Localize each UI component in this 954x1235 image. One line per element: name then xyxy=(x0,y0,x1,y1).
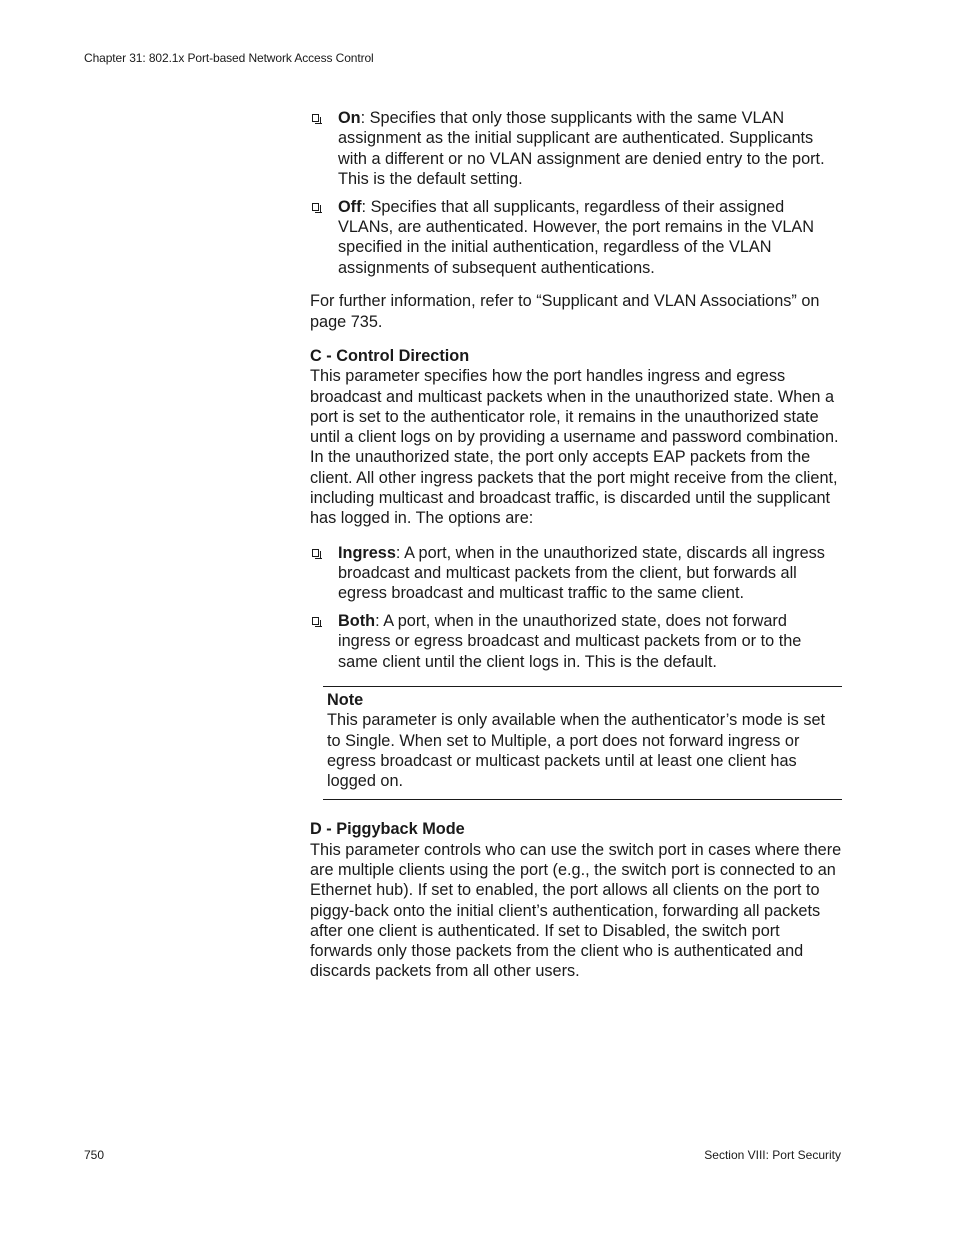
running-head: Chapter 31: 802.1x Port-based Network Access Control xyxy=(84,51,374,65)
checkbox-bullet-icon xyxy=(312,114,319,122)
page-number: 750 xyxy=(84,1148,105,1162)
option-term: Off xyxy=(338,197,362,216)
option-description: : Specifies that all supplicants, regardless of their assigned VLANs, are authenticated. However, the port remains in the VLAN specified in the initial authentication, regardless of the VLAN assignments of subsequent authentications. xyxy=(338,197,815,277)
note-title: Note xyxy=(327,690,364,709)
vlan-assignment-options xyxy=(310,108,842,278)
footer-section-title: Section VIII: Port Security xyxy=(704,1148,841,1162)
note-body: This parameter is only available when the authenticator’s mode is set to Single. When set to Multiple, a port does not forward ingress or egress broadcast or multicast packets until at least one client has logged on. xyxy=(327,711,826,791)
checkbox-bullet-icon xyxy=(312,617,319,625)
option-term: On xyxy=(338,109,361,127)
option-description: : A port, when in the unauthorized state, does not forward ingress or egress broadcast and multicast packets from or to the same client until the client logs in. This is the default. xyxy=(338,612,802,671)
option-term: Both xyxy=(338,612,376,631)
further-info-paragraph: For further information, refer to “Supplicant and VLAN Associations” on page 735. xyxy=(310,292,820,331)
checkbox-bullet-icon xyxy=(312,203,319,211)
option-term: Ingress xyxy=(338,543,396,562)
list-item xyxy=(310,197,842,278)
option-description: : A port, when in the unauthorized state, discards all ingress broadcast and multicast packets from the client, but forwards all egress broadcast and multicast traffic to the same client. xyxy=(338,543,825,603)
list-item xyxy=(310,108,842,189)
checkbox-bullet-icon xyxy=(312,549,319,557)
list-item xyxy=(310,611,842,672)
control-direction-body: This parameter specifies how the port handles ingress and egress broadcast and multicast packets when in the unauthorized state. When a port is set to the authenticator role, it remains in the unauthorized state until a client logs on by providing a username and password combination. In the unauthorized state, the port only accepts EAP packets from the client. All other ingress packets that the port might receive from the client, including multicast and broadcast traffic, is discarded until the supplicant has logged in. The options are: xyxy=(310,367,839,528)
section-heading-control-direction: C - Control Direction xyxy=(310,346,470,365)
option-description: : Specifies that only those supplicants with the same VLAN assignment as the initial supplicant are authenticated. Supplicants with a different or no VLAN assignment are denied entry to the port. This is the default setting. xyxy=(338,109,825,188)
page-content xyxy=(310,108,842,982)
section-heading-piggyback-mode: D - Piggyback Mode xyxy=(310,820,465,839)
note-box xyxy=(323,686,842,800)
control-direction-options xyxy=(310,543,842,672)
list-item xyxy=(310,543,842,604)
piggyback-mode-body: This parameter controls who can use the switch port in cases where there are multiple clients using the port (e.g., the switch port is connected to an Ethernet hub). If set to enabled, the port allows all clients on the port to piggy-back onto the initial client’s authentication, forwarding all packets after one client is authenticated. If set to Disabled, the switch port forwards only those packets from the client who is authenticated and discards packets from all other users. xyxy=(310,840,842,981)
